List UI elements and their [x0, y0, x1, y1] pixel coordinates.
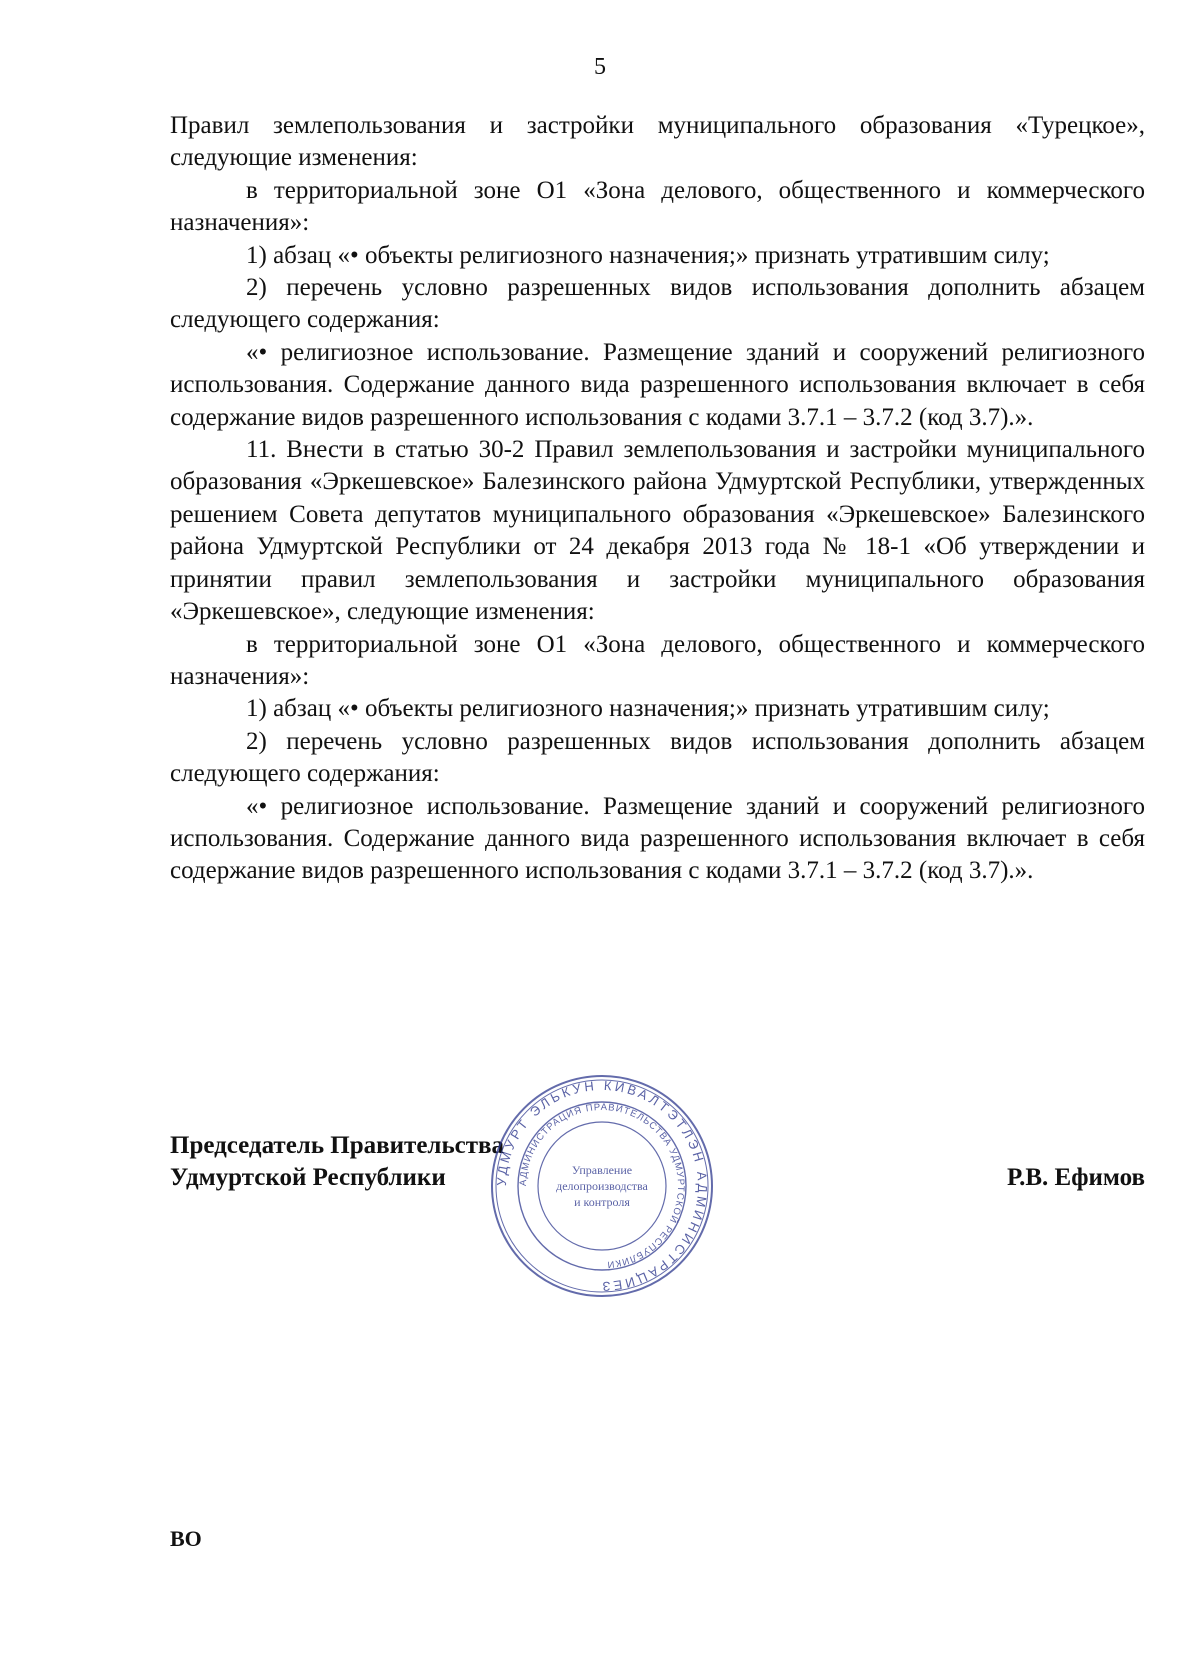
page-number: 5: [594, 54, 606, 80]
paragraph: Правил землепользования и застройки муниципального образования «Турецкое», следующие изменения:: [170, 112, 1145, 172]
seal-center-line-3: и контроля: [574, 1195, 630, 1209]
paragraph: 1) абзац «• объекты религиозного назначения;» признать утратившим силу;: [246, 695, 1050, 723]
paragraph: 11. Внести в статью 30-2 Правил землепользования и застройки муниципального образования «Эркешевское» Балезинского района Удмуртской Республики, утвержденных решением Совета депутатов муниципального образования «Эркешевское» Балезинского района Удмуртской Республики от 24 декабря 2013 года № 18-1 «Об утверждении и принятии правил землепользования и застройки муниципального образования «Эркешевское», следующие изменения:: [170, 436, 1145, 626]
document-body: [170, 110, 1145, 888]
official-seal-stamp: [488, 1072, 716, 1300]
signatory-title-line-1: Председатель Правительства: [170, 1132, 505, 1159]
seal-center-line-2: делопроизводства: [556, 1179, 648, 1193]
paragraph: 2) перечень условно разрешенных видов использования дополнить абзацем следующего содержания:: [170, 727, 1145, 788]
seal-outer-ring-text: УДМУРТ ЭЛЬКУН КИВАЛТЭТЛЭН АДМИНИСТРАЦИЕЗ: [493, 1077, 711, 1295]
signatory-title-line-2: Удмуртской Республики: [170, 1164, 446, 1191]
paragraph: в территориальной зоне О1 «Зона делового, общественного и коммерческого назначения»:: [170, 176, 1145, 237]
signatory-name: Р.В. Ефимов: [1006, 1164, 1145, 1191]
paragraph: 1) абзац «• объекты религиозного назначения;» признать утратившим силу;: [246, 241, 1050, 269]
paragraph: в территориальной зоне О1 «Зона делового, общественного и коммерческого назначения»:: [170, 630, 1145, 690]
footer-initials: ВО: [170, 1526, 202, 1551]
paragraph: 2) перечень условно разрешенных видов использования дополнить абзацем следующего содержания:: [170, 274, 1145, 334]
seal-center-line-1: Управление: [571, 1163, 633, 1177]
paragraph: «• религиозное использование. Размещение зданий и сооружений религиозного использования. Содержание данного вида разрешенного использования включает в себя содержание видов разрешенного использования с кодами 3.7.1 – 3.7.2 (код 3.7).».: [170, 338, 1145, 431]
seal-inner-ring-text: АДМИНИСТРАЦИЯ ПРАВИТЕЛЬСТВА УДМУРТСКОЙ РЕСПУБЛИКИ: [517, 1101, 687, 1270]
paragraph: «• религиозное использование. Размещение зданий и сооружений религиозного использования. Содержание данного вида разрешенного использования включает в себя содержание видов разрешенного использования с кодами 3.7.1 – 3.7.2 (код 3.7).».: [170, 792, 1145, 885]
